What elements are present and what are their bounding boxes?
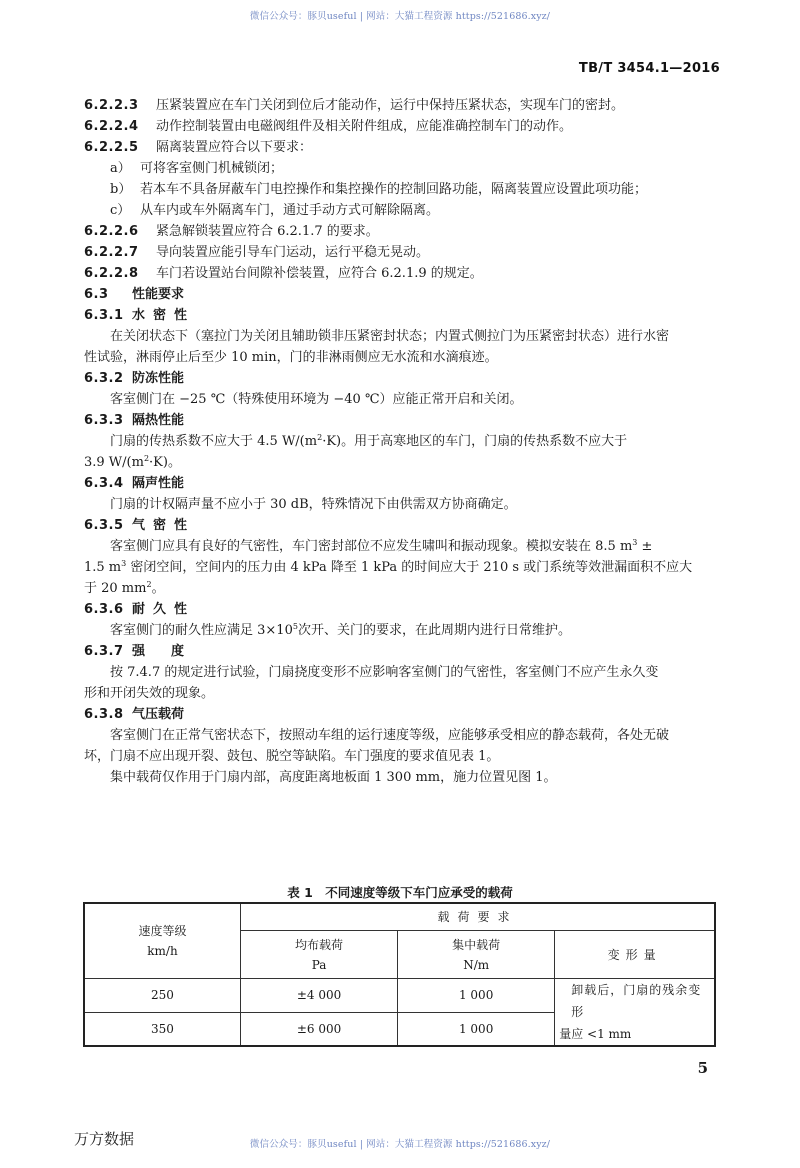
section-title: 强度 (132, 644, 211, 659)
paragraph-line (84, 578, 716, 599)
superscript: 3 (121, 559, 127, 568)
header-deformation: 变形量 (555, 931, 715, 979)
section-title: 隔声性能 (132, 476, 185, 491)
section-6-3-2-heading (84, 368, 716, 389)
superscript: 2 (317, 433, 323, 442)
superscript: 2 (146, 580, 152, 589)
text-run: 客室侧门的耐久性应满足 3×10 (110, 623, 293, 638)
clause-number: 6.2.2.4 (84, 119, 139, 134)
paragraph-line (84, 536, 716, 557)
list-item-text: 可将客室侧门机械锁闭； (140, 161, 284, 176)
cell-deformation (555, 979, 715, 1047)
clause-6-2-2-5 (84, 137, 716, 158)
clause-6-2-2-4 (84, 116, 716, 137)
superscript: 5 (292, 622, 298, 631)
clause-text: 压紧装置应在车门关闭到位后才能动作，运行中保持压紧状态，实现车门的密封。 (156, 98, 625, 113)
list-item-a (84, 158, 716, 179)
section-number: 6.3 (84, 287, 109, 302)
watermark-bottom: 微信公众号：豚贝useful | 网站：大猫工程资源 https://521686.xyz/ (249, 1139, 551, 1150)
section-title: 水密性 (132, 308, 196, 323)
clause-number: 6.2.2.7 (84, 245, 139, 260)
section-number: 6.3.6 (84, 602, 124, 617)
cell-speed: 350 (84, 1012, 240, 1046)
section-number: 6.3.1 (84, 308, 124, 323)
clause-text: 车门若设置站台间隙补偿装置，应符合 6.2.1.9 的规定。 (156, 266, 483, 281)
clause-number: 6.2.2.6 (84, 224, 139, 239)
cell-uniform: ±4 000 (240, 979, 397, 1013)
cell-text: 卸载后，门扇的残余变形 (571, 983, 702, 1019)
clause-number: 6.2.2.5 (84, 140, 139, 155)
table-caption: 表 1 不同速度等级下车门应承受的载荷 (287, 885, 513, 900)
paragraph-line: 坏，门扇不应出现开裂、鼓包、脱空等缺陷。车门强度的要求值见表 1。 (84, 749, 500, 764)
section-title: 性能要求 (132, 287, 185, 302)
paragraph-line: 门扇的计权隔声量不应小于 30 dB，特殊情况下由供需双方协商确定。 (110, 497, 517, 512)
list-item-text: 若本车不具备屏蔽车门电控操作和集控操作的控制回路功能，隔离装置应设置此项功能； (140, 182, 648, 197)
clause-text: 导向装置应能引导车门运动，运行平稳无晃动。 (156, 245, 430, 260)
header-unit: N/m (463, 957, 490, 972)
section-number: 6.3.7 (84, 644, 124, 659)
section-number: 6.3.2 (84, 371, 124, 386)
clause-6-2-2-6 (84, 221, 716, 242)
header-label: 速度等级 (138, 924, 187, 938)
document-body (84, 95, 716, 788)
cell-uniform: ±6 000 (240, 1012, 397, 1046)
paragraph-line (84, 452, 716, 473)
clause-6-2-2-8 (84, 263, 716, 284)
load-requirements-table (83, 902, 716, 1047)
section-6-3-7-heading (84, 641, 716, 662)
cell-speed: 250 (84, 979, 240, 1013)
list-item-b (84, 179, 716, 200)
clause-text: 紧急解锁装置应符合 6.2.1.7 的要求。 (156, 224, 379, 239)
section-title: 防冻性能 (132, 371, 185, 386)
section-6-3-4-heading (84, 473, 716, 494)
section-number: 6.3.4 (84, 476, 124, 491)
paragraph-line (84, 557, 716, 578)
paragraph-line: 形和开闭失效的现象。 (84, 686, 215, 701)
watermark-top: 微信公众号：豚贝useful | 网站：大猫工程资源 https://521686.xyz/ (249, 11, 551, 22)
cell-concentrated: 1 000 (398, 979, 555, 1013)
section-title: 气压载荷 (132, 707, 185, 722)
header-load-requirements: 载荷要求 (240, 903, 715, 931)
paragraph-line: 客室侧门在 −25 ℃（特殊使用环境为 −40 ℃）应能正常开启和关闭。 (110, 392, 523, 407)
table-row (84, 979, 715, 1013)
paragraph-line: 按 7.4.7 的规定进行试验，门扇挠度变形不应影响客室侧门的气密性，客室侧门不应产生永久变 (110, 665, 659, 680)
text-run: 1.5 m (84, 560, 122, 575)
section-6-3-6-heading (84, 599, 716, 620)
section-number: 6.3.5 (84, 518, 124, 533)
list-marker: c） (110, 203, 131, 218)
list-item-text: 从车内或车外隔离车门，通过手动方式可解除隔离。 (140, 203, 440, 218)
clause-number: 6.2.2.3 (84, 98, 139, 113)
clause-text: 动作控制装置由电磁阀组件及相关附件组成，应能准确控制车门的动作。 (156, 119, 573, 134)
header-unit: km/h (147, 944, 178, 958)
cell-text: 量应 <1 mm (559, 1027, 632, 1041)
section-number: 6.3.3 (84, 413, 124, 428)
clause-6-2-2-7 (84, 242, 716, 263)
section-6-3-1-heading (84, 305, 716, 326)
text-run: 次开、关门的要求，在此周期内进行日常维护。 (297, 623, 571, 638)
header-speed-grade (84, 903, 240, 979)
text-run: 门扇的传热系数不应大于 4.5 W/(m (110, 434, 318, 449)
section-title: 隔热性能 (132, 413, 185, 428)
header-uniform-load (240, 931, 397, 979)
section-title: 耐久性 (132, 602, 196, 617)
text-run: 于 20 mm (84, 581, 147, 596)
text-run: 3.9 W/(m (84, 455, 144, 470)
section-title: 气密性 (132, 518, 196, 533)
text-run: 。 (151, 581, 165, 596)
clause-6-2-2-3 (84, 95, 716, 116)
text-run: ·K)。 (149, 455, 181, 470)
clause-text: 隔离装置应符合以下要求： (156, 140, 313, 155)
section-6-3-3-heading (84, 410, 716, 431)
paragraph-line (84, 431, 716, 452)
text-run: 客室侧门应具有良好的气密性，车门密封部位不应发生啸叫和振动现象。模拟安装在 8.5 m (110, 539, 633, 554)
text-run: ·K)。用于高寒地区的车门，门扇的传热系数不应大于 (322, 434, 628, 449)
paragraph-line (84, 620, 716, 641)
header-concentrated-load (398, 931, 555, 979)
section-number: 6.3.8 (84, 707, 124, 722)
section-6-3-8-heading (84, 704, 716, 725)
text-run: ± (637, 539, 653, 554)
superscript: 3 (632, 538, 638, 547)
list-item-c (84, 200, 716, 221)
paragraph-line: 集中载荷仅作用于门扇内部，高度距离地板面 1 300 mm，施力位置见图 1。 (110, 770, 557, 785)
paragraph-line: 在关闭状态下（塞拉门为关闭且辅助锁非压紧密封状态；内置式侧拉门为压紧密封状态）进行水密 (110, 329, 670, 344)
header-label: 集中载荷 (452, 937, 501, 952)
paragraph-line: 客室侧门在正常气密状态下，按照动车组的运行速度等级，应能够承受相应的静态载荷，各处无破 (110, 728, 670, 743)
source-logo-text: 万方数据 (74, 1130, 135, 1148)
cell-concentrated: 1 000 (398, 1012, 555, 1046)
section-6-3-heading (84, 284, 716, 305)
text-run: 密闭空间，空间内的压力由 4 kPa 降至 1 kPa 的时间应大于 210 s 或门系统等效泄漏面积不应大 (126, 560, 693, 575)
list-marker: b） (110, 182, 132, 197)
standard-number: TB/T 3454.1—2016 (578, 61, 720, 76)
header-unit: Pa (311, 957, 327, 972)
header-label: 均布载荷 (295, 937, 344, 952)
paragraph-line: 性试验，淋雨停止后至少 10 min，门的非淋雨侧应无水流和水滴痕迹。 (84, 350, 498, 365)
section-6-3-5-heading (84, 515, 716, 536)
clause-number: 6.2.2.8 (84, 266, 139, 281)
superscript: 2 (143, 454, 150, 463)
list-marker: a） (110, 161, 131, 176)
page-number: 5 (697, 1059, 708, 1077)
